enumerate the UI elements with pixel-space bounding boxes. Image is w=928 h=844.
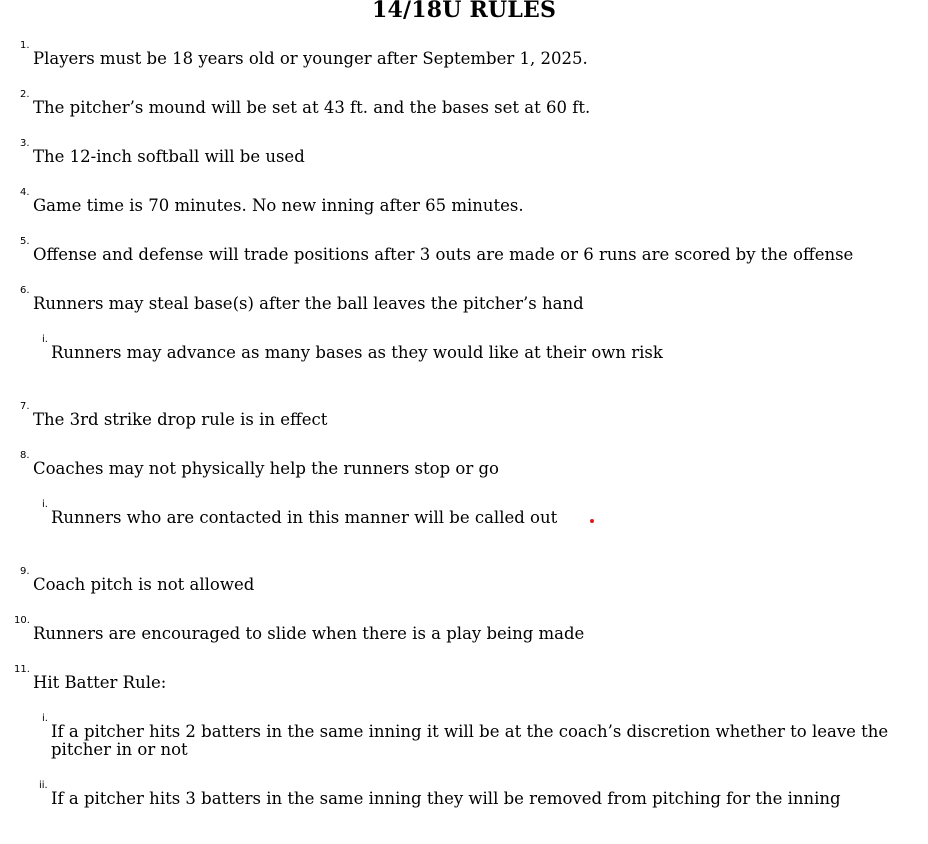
- rule-number: 3.: [20, 138, 30, 149]
- rule-number: 11.: [14, 664, 30, 675]
- rule-text: The 3rd strike drop rule is in effect: [33, 410, 328, 429]
- rule-number: 7.: [20, 401, 30, 412]
- rule-text: Coach pitch is not allowed: [33, 575, 255, 594]
- sub-rule-number: ii.: [39, 780, 48, 791]
- sub-rule-number: i.: [42, 334, 48, 345]
- rule-number: 8.: [20, 450, 30, 461]
- rule-text: Offense and defense will trade positions after 3 outs are made or 6 runs are scored by the offense: [33, 245, 854, 264]
- sub-rule-number: i.: [42, 713, 48, 724]
- sub-rule-number: i.: [42, 499, 48, 510]
- rule-text: The 12-inch softball will be used: [33, 147, 305, 166]
- sub-rule-text: Runners may advance as many bases as they would like at their own risk: [51, 343, 663, 362]
- rule-number: 6.: [20, 285, 30, 296]
- sub-rule-text: If a pitcher hits 2 batters in the same inning it will be at the coach’s discretion whether to leave the pitcher in or not: [51, 722, 889, 759]
- rule-number: 1.: [20, 40, 30, 51]
- rule-number: 5.: [20, 236, 30, 247]
- page-title: 14/18U RULES: [371, 0, 557, 23]
- rule-number: 4.: [20, 187, 30, 198]
- rule-text: The pitcher’s mound will be set at 43 ft. and the bases set at 60 ft.: [33, 98, 591, 117]
- rule-text: Game time is 70 minutes. No new inning after 65 minutes.: [33, 196, 524, 215]
- sub-rule-text: If a pitcher hits 3 batters in the same inning they will be removed from pitching for the inning: [51, 789, 841, 808]
- sub-rule-text: Runners who are contacted in this manner will be called out: [51, 508, 558, 527]
- rule-number: 9.: [20, 566, 30, 577]
- rule-text: Hit Batter Rule:: [33, 673, 167, 692]
- rule-text: Players must be 18 years old or younger after September 1, 2025.: [33, 49, 588, 68]
- rule-text: Runners are encouraged to slide when there is a play being made: [33, 624, 585, 643]
- rule-number: 10.: [14, 615, 30, 626]
- rule-text: Runners may steal base(s) after the ball leaves the pitcher’s hand: [33, 294, 584, 313]
- red-dot-marker: [590, 519, 594, 523]
- rule-text: Coaches may not physically help the runners stop or go: [33, 459, 499, 478]
- rule-number: 2.: [20, 89, 30, 100]
